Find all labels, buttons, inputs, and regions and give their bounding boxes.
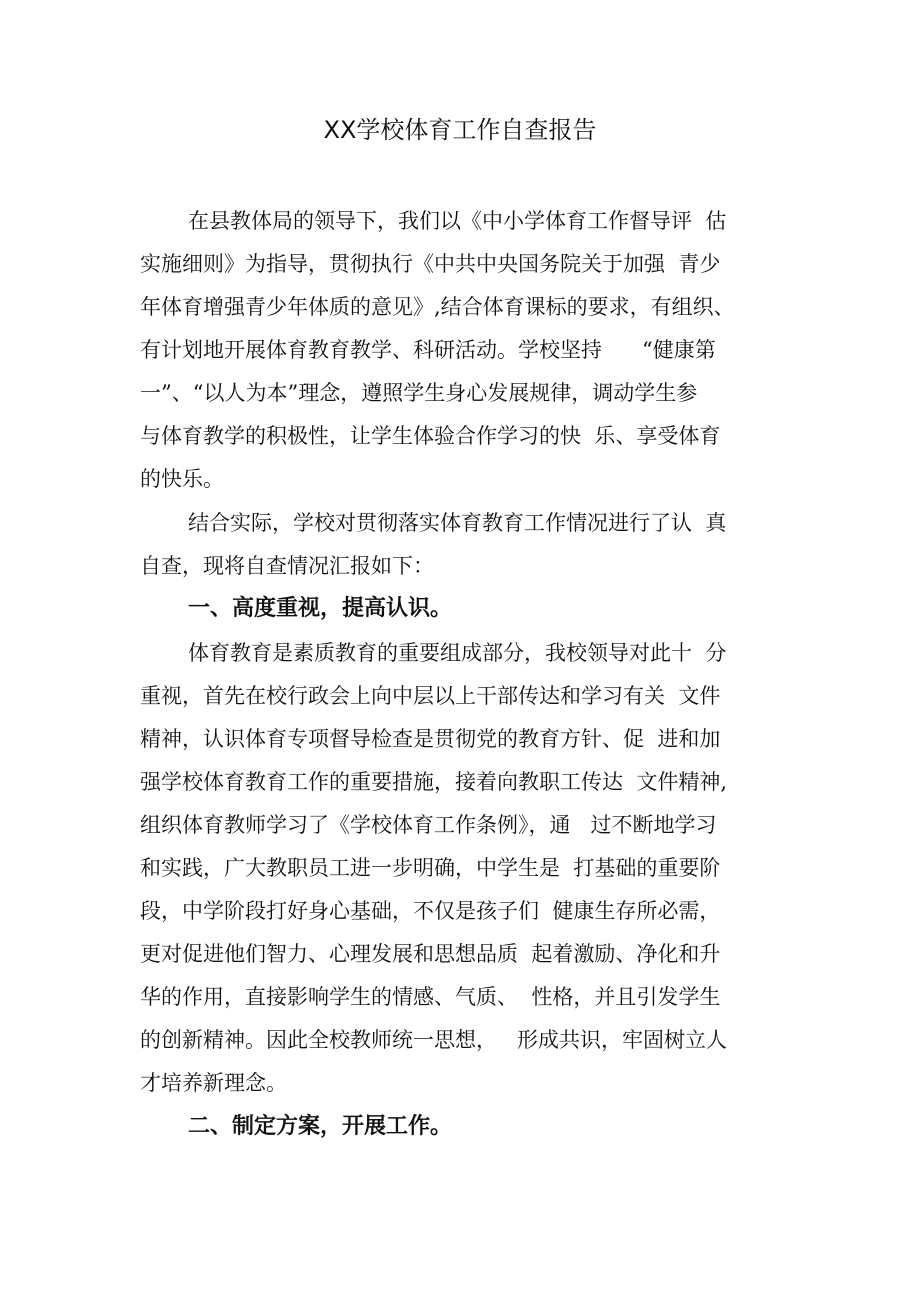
body-line: 更对促进他们智力、心理发展和思想品质 起着激励、净化和升 xyxy=(140,942,721,966)
body-line: 体育教育是素质教育的重要组成部分，我校领导对此十 分 xyxy=(188,641,727,665)
body-line: 与体育教学的积极性，让学生体验合作学习的快 乐、享受体育 xyxy=(140,424,721,448)
body-line: 的快乐。 xyxy=(140,467,224,491)
body-line: 组织体育教师学习了《学校体育工作条例》，通 过不断地学习 xyxy=(140,813,717,837)
body-line: 有计划地开展体育教育教学、科研活动。学校坚持 “健康第 xyxy=(140,338,716,362)
body-line: 精神，认识体育专项督导检查是贯彻党的教育方针、促 进和加 xyxy=(140,727,721,751)
body-line: 重视，首先在校行政会上向中层以上干部传达和学习有关 文件 xyxy=(140,684,721,708)
body-line: 强学校体育教育工作的重要措施，接着向教职工传达 文件精神, xyxy=(140,770,728,794)
body-line: 华的作用，直接影响学生的情感、气质、 性格，并且引发学生 xyxy=(140,985,721,1009)
body-line: 自查，现将自查情况汇报如下： xyxy=(140,554,434,578)
body-line: 和实践，广大教职员工进一步明确，中学生是 打基础的重要阶 xyxy=(140,856,721,880)
section-heading-1: 一、高度重视，提高认识。 xyxy=(188,596,453,621)
body-line: 结合实际，学校对贯彻落实体育教育工作情况进行了认 真 xyxy=(188,511,727,535)
document-title: XX学校体育工作自查报告 xyxy=(323,116,597,144)
body-line: 实施细则》为指导，贯彻执行《中共中央国务院关于加强 青少 xyxy=(140,252,721,276)
body-line: 的创新精神。因此全校教师统一思想， 形成共识，牢固树立人 xyxy=(140,1028,728,1052)
body-line: 才培养新理念。 xyxy=(140,1071,287,1095)
body-line: 一”、“以人为本”理念，遵照学生身心发展规律，调动学生参 xyxy=(140,381,698,405)
body-line: 年体育增强青少年体质的意见》,结合体育课标的要求，有组织、 xyxy=(140,295,735,319)
section-heading-2: 二、制定方案，开展工作。 xyxy=(188,1114,453,1139)
body-line: 在县教体局的领导下，我们以《中小学体育工作督导评 估 xyxy=(188,209,727,233)
body-line: 段，中学阶段打好身心基础，不仅是孩子们 健康生存所必需， xyxy=(140,899,721,923)
